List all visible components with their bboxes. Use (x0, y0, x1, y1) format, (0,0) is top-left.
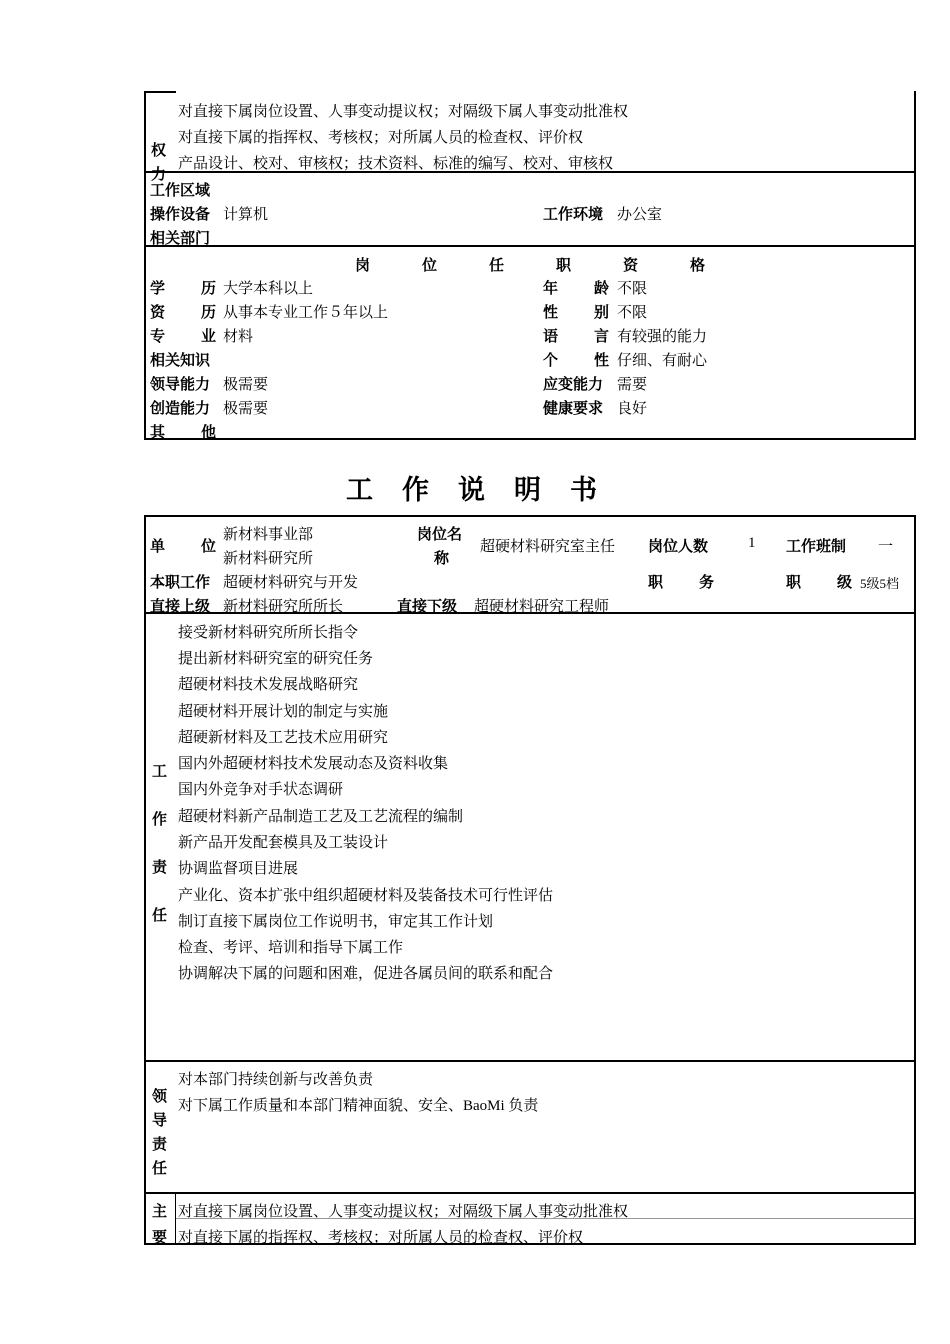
leadership-resp-label: 导 (152, 1112, 168, 1129)
major-value: 材料 (223, 329, 254, 345)
language-label: 语 言 (543, 328, 609, 345)
power-label: 力 (151, 166, 167, 183)
responsibility-label: 作 (152, 811, 168, 828)
responsibility-item: 检查、考评、培训和指导下属工作 (178, 940, 404, 956)
qual-header-char: 岗 (355, 257, 371, 274)
unit-value: 新材料事业部 (223, 527, 314, 543)
work-area-label: 工作区域 (150, 182, 211, 199)
age-label: 年 龄 (543, 280, 609, 297)
subordinate-value: 超硬材料研究工程师 (474, 599, 610, 615)
leadership-resp-label: 任 (152, 1160, 168, 1177)
power-line: 对直接下属岗位设置、人事变动提议权；对隔级下属人事变动批准权 (178, 104, 629, 120)
subordinate-label: 直接下级 (397, 598, 458, 615)
border-right (914, 515, 916, 1245)
border-left (144, 91, 146, 440)
shift-label: 工作班制 (786, 538, 847, 555)
border-row (144, 1060, 916, 1062)
responsibility-item: 协调解决下属的问题和困难，促进各属员间的联系和配合 (178, 966, 554, 982)
unit-value: 新材料研究所 (223, 551, 314, 567)
border-row (144, 1192, 916, 1194)
qual-header-char: 职 (556, 257, 572, 274)
education-label: 学 历 (150, 280, 216, 297)
qual-header-char: 格 (690, 257, 706, 274)
grade-label: 职 级 (786, 574, 852, 591)
qual-header-char: 资 (623, 257, 639, 274)
education-value: 大学本科以上 (223, 281, 314, 297)
personality-label: 个 性 (543, 352, 609, 369)
main-power-item: 对直接下属的指挥权、考核权；对所属人员的检查权、评价权 (178, 1230, 584, 1246)
duty-label: 本职工作 (150, 574, 211, 591)
border-left (144, 515, 146, 1245)
environment-label: 工作环境 (543, 206, 604, 223)
power-label: 权 (151, 142, 167, 159)
responsibility-item: 协调监督项目进展 (178, 861, 299, 877)
grade-value: 5级5档 (860, 576, 900, 591)
health-label: 健康要求 (543, 400, 604, 417)
responsibility-item: 国内外超硬材料技术发展动态及资料收集 (178, 756, 449, 772)
border-row (144, 245, 916, 247)
experience-value: 从事本专业工作５年以上 (223, 305, 389, 321)
health-value: 良好 (617, 401, 648, 417)
related-dept-label: 相关部门 (150, 230, 211, 247)
responsibility-item: 制订直接下属岗位工作说明书，审定其工作计划 (178, 914, 494, 930)
post-name-label: 岗位名 (417, 526, 463, 543)
responsibility-item: 提出新材料研究室的研究任务 (178, 651, 374, 667)
power-line: 产品设计、校对、审核权；技术资料、标准的编写、校对、审核权 (178, 156, 614, 172)
headcount-value: 1 (748, 535, 756, 551)
equipment-value: 计算机 (223, 207, 269, 223)
qual-header-char: 位 (422, 257, 438, 274)
leadership-label: 领导能力 (150, 376, 211, 393)
duty-value: 超硬材料研究与开发 (223, 575, 359, 591)
leadership-resp-item: 对本部门持续创新与改善负责 (178, 1072, 374, 1088)
responsibility-item: 接受新材料研究所所长指令 (178, 625, 359, 641)
responsibility-label: 工 (152, 763, 168, 780)
main-power-label: 要 (152, 1229, 168, 1246)
border-tick (144, 91, 176, 93)
leadership-resp-label: 领 (152, 1088, 168, 1105)
creativity-label: 创造能力 (150, 400, 211, 417)
superior-label: 直接上级 (150, 598, 211, 615)
adaptability-label: 应变能力 (543, 376, 604, 393)
knowledge-label: 相关知识 (150, 352, 211, 369)
gender-value: 不限 (617, 305, 648, 321)
creativity-value: 极需要 (223, 401, 269, 417)
position-label: 职 务 (648, 574, 714, 591)
post-name-label: 称 (434, 550, 450, 567)
unit-label: 单 位 (150, 538, 216, 555)
superior-value: 新材料研究所所长 (223, 599, 344, 615)
major-label: 专 业 (150, 328, 216, 345)
age-value: 不限 (617, 281, 648, 297)
border-bottom (144, 438, 916, 440)
col-divider (175, 1194, 176, 1244)
responsibility-item: 超硬材料技术发展战略研究 (178, 677, 359, 693)
equipment-label: 操作设备 (150, 206, 211, 223)
experience-label: 资 历 (150, 304, 216, 321)
border-right (914, 91, 916, 440)
main-power-item: 对直接下属岗位设置、人事变动提议权；对隔级下属人事变动批准权 (178, 1204, 629, 1220)
headcount-label: 岗位人数 (648, 538, 709, 555)
responsibility-label: 责 (152, 859, 168, 876)
responsibility-item: 超硬材料新产品制造工艺及工艺流程的编制 (178, 809, 464, 825)
leadership-resp-label: 责 (152, 1136, 168, 1153)
leadership-resp-item: 对下属工作质量和本部门精神面貌、安全、BaoMi 负责 (178, 1098, 539, 1114)
adaptability-value: 需要 (617, 377, 648, 393)
main-power-label: 主 (152, 1203, 168, 1220)
border-top (144, 515, 916, 517)
power-line: 对直接下属的指挥权、考核权；对所属人员的检查权、评价权 (178, 130, 584, 146)
responsibility-item: 超硬新材料及工艺技术应用研究 (178, 730, 389, 746)
environment-value: 办公室 (617, 207, 663, 223)
responsibility-item: 超硬材料开展计划的制定与实施 (178, 704, 389, 720)
personality-value: 仔细、有耐心 (617, 353, 708, 369)
responsibility-item: 产业化、资本扩张中组织超硬材料及装备技术可行性评估 (178, 888, 554, 904)
document-title: 工作说明书 (346, 475, 626, 505)
responsibility-item: 新产品开发配套模具及工装设计 (178, 835, 389, 851)
post-name-value: 超硬材料研究室主任 (480, 539, 616, 555)
gender-label: 性 别 (543, 304, 609, 321)
responsibility-label: 任 (152, 907, 168, 924)
language-value: 有较强的能力 (617, 329, 708, 345)
shift-value: 一 (878, 539, 894, 555)
leadership-value: 极需要 (223, 377, 269, 393)
other-label: 其 他 (150, 424, 216, 441)
qual-header-char: 任 (489, 257, 505, 274)
responsibility-item: 国内外竞争对手状态调研 (178, 782, 344, 798)
